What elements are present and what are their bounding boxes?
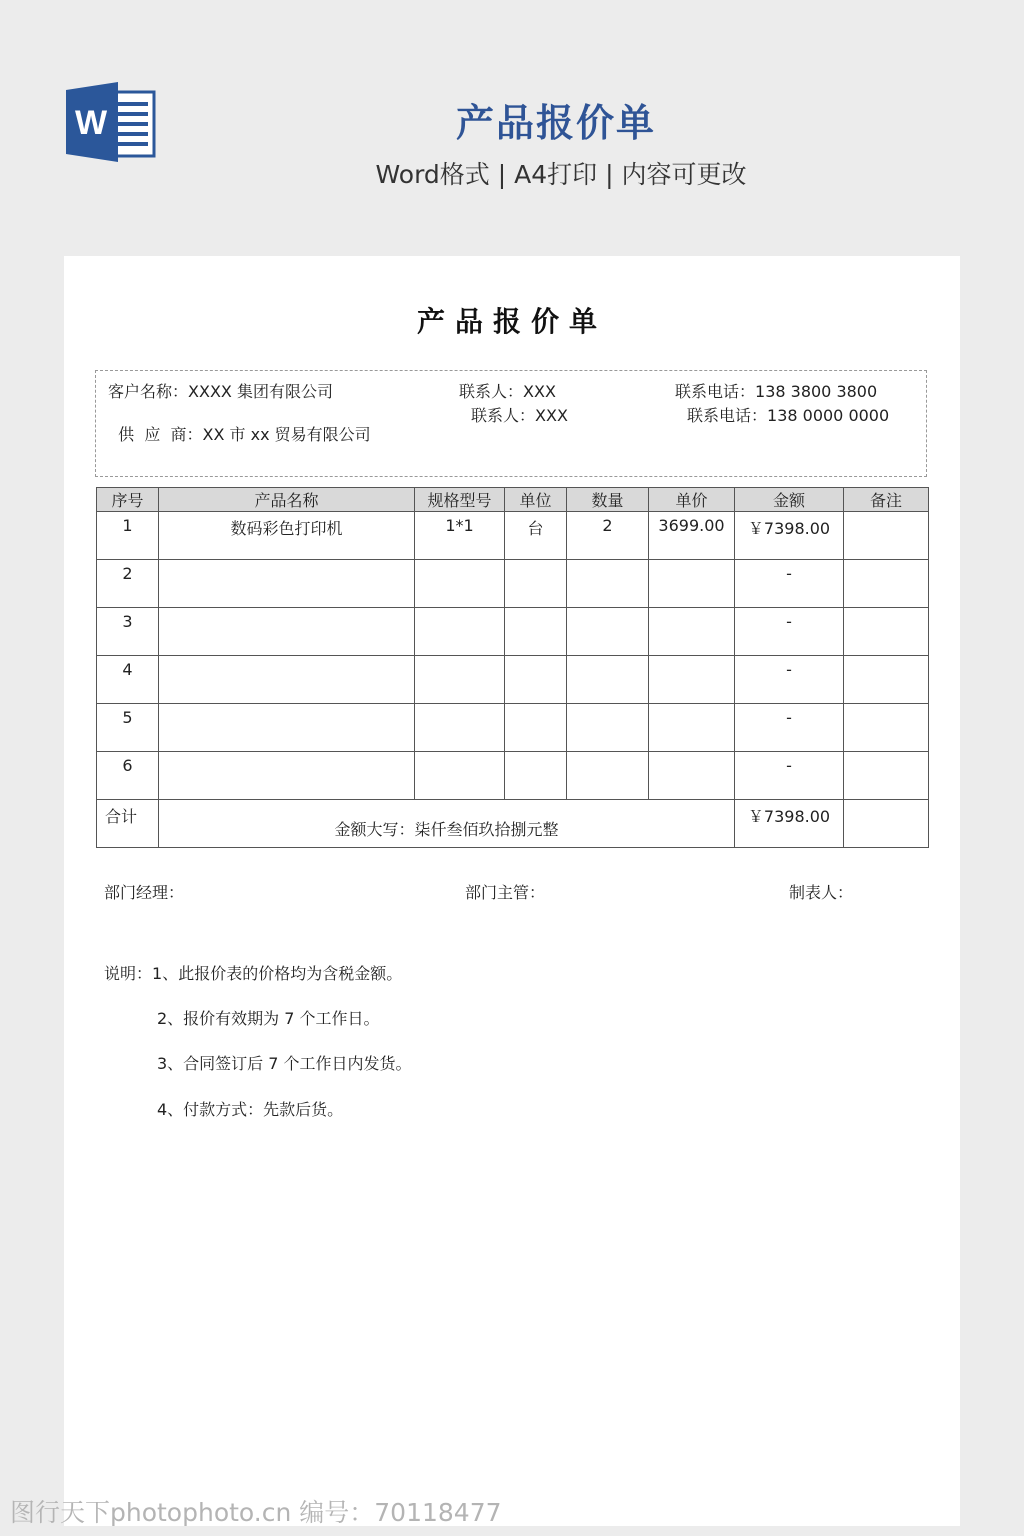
cell-remark bbox=[844, 656, 929, 704]
col-header-unit: 单位 bbox=[505, 488, 567, 512]
cell-index: 3 bbox=[97, 608, 159, 656]
cell-amount: - bbox=[735, 608, 844, 656]
table-row bbox=[97, 560, 929, 608]
cell-unit-price bbox=[649, 608, 735, 656]
supplier-contact bbox=[471, 403, 568, 426]
cell-quantity bbox=[567, 656, 649, 704]
signature-manager: 部门经理： bbox=[104, 883, 185, 902]
cell-spec: 1*1 bbox=[415, 512, 505, 560]
customer-name-label: 客户名称： bbox=[108, 382, 189, 401]
cell-quantity: 2 bbox=[567, 512, 649, 560]
cell-amount: ￥7398.00 bbox=[735, 512, 844, 560]
col-header-spec: 规格型号 bbox=[415, 488, 505, 512]
col-header-amount: 金额 bbox=[735, 488, 844, 512]
cell-quantity bbox=[567, 704, 649, 752]
table-row bbox=[97, 752, 929, 800]
page-subtitle: Word格式 | A4打印 | 内容可更改 bbox=[375, 160, 747, 189]
customer-name-value: XXXX 集团有限公司 bbox=[188, 382, 333, 401]
cell-amount: - bbox=[735, 560, 844, 608]
table-row bbox=[97, 704, 929, 752]
cell-amount: - bbox=[735, 704, 844, 752]
cell-amount: - bbox=[735, 752, 844, 800]
table-row bbox=[97, 512, 929, 560]
cell-unit: 台 bbox=[505, 512, 567, 560]
note-item: 4、付款方式：先款后货。 bbox=[157, 1100, 344, 1119]
supplier-contact-label: 联系人： bbox=[471, 406, 536, 425]
cell-remark bbox=[844, 560, 929, 608]
cell-product-name bbox=[159, 560, 415, 608]
col-header-quantity: 数量 bbox=[567, 488, 649, 512]
cell-quantity bbox=[567, 608, 649, 656]
note-item: 1、此报价表的价格均为含税金额。 bbox=[152, 964, 403, 983]
customer-contact bbox=[459, 379, 556, 402]
cell-spec bbox=[415, 560, 505, 608]
cell-unit-price: 3699.00 bbox=[649, 512, 735, 560]
document-title: 产品报价单 bbox=[416, 305, 607, 338]
cell-index: 4 bbox=[97, 656, 159, 704]
logo-letter: W bbox=[74, 104, 108, 142]
supplier-contact-value: XXX bbox=[535, 406, 568, 425]
supplier-name-value: XX 市 xx 贸易有限公司 bbox=[202, 425, 371, 444]
watermark: 图行天下photophoto.cn 编号：70118477 bbox=[10, 1498, 502, 1527]
notes-prefix: 说明： bbox=[104, 964, 153, 983]
signature-preparer: 制表人： bbox=[789, 883, 854, 902]
cell-unit bbox=[505, 560, 567, 608]
table-header-row bbox=[97, 488, 929, 512]
cell-quantity bbox=[567, 752, 649, 800]
total-amount: ￥7398.00 bbox=[735, 800, 844, 848]
cell-index: 2 bbox=[97, 560, 159, 608]
col-header-index: 序号 bbox=[97, 488, 159, 512]
total-amount-in-words: 金额大写：柒仟叁佰玖拾捌元整 bbox=[159, 800, 735, 848]
cell-unit-price bbox=[649, 656, 735, 704]
cell-index: 1 bbox=[97, 512, 159, 560]
supplier-name bbox=[108, 403, 371, 445]
customer-contact-value: XXX bbox=[523, 382, 556, 401]
cell-remark bbox=[844, 704, 929, 752]
cell-product-name bbox=[159, 752, 415, 800]
table-row bbox=[97, 656, 929, 704]
cell-spec bbox=[415, 704, 505, 752]
cell-unit-price bbox=[649, 704, 735, 752]
cell-spec bbox=[415, 752, 505, 800]
supplier-name-label: 供 应 商： bbox=[118, 425, 203, 444]
customer-phone-label: 联系电话： bbox=[675, 382, 756, 401]
note-item: 3、合同签订后 7 个工作日内发货。 bbox=[157, 1054, 412, 1073]
total-remark bbox=[844, 800, 929, 848]
col-header-remark: 备注 bbox=[844, 488, 929, 512]
customer-name bbox=[108, 379, 333, 402]
signature-supervisor: 部门主管： bbox=[465, 883, 546, 902]
customer-phone bbox=[675, 379, 877, 402]
supplier-phone-label: 联系电话： bbox=[687, 406, 768, 425]
total-label: 合计 bbox=[97, 800, 159, 848]
cell-unit-price bbox=[649, 560, 735, 608]
cell-index: 6 bbox=[97, 752, 159, 800]
page-title: 产品报价单 bbox=[455, 101, 656, 145]
cell-unit bbox=[505, 656, 567, 704]
cell-unit bbox=[505, 704, 567, 752]
cell-unit-price bbox=[649, 752, 735, 800]
notes-line-1 bbox=[104, 961, 402, 984]
cell-product-name bbox=[159, 656, 415, 704]
cell-spec bbox=[415, 608, 505, 656]
note-item: 2、报价有效期为 7 个工作日。 bbox=[157, 1009, 380, 1028]
cell-product-name: 数码彩色打印机 bbox=[159, 512, 415, 560]
col-header-unit-price: 单价 bbox=[649, 488, 735, 512]
cell-amount: - bbox=[735, 656, 844, 704]
cell-unit bbox=[505, 752, 567, 800]
supplier-phone bbox=[687, 403, 889, 426]
col-header-product-name: 产品名称 bbox=[159, 488, 415, 512]
supplier-phone-value: 138 0000 0000 bbox=[767, 406, 890, 425]
cell-unit bbox=[505, 608, 567, 656]
table-total-row bbox=[97, 800, 929, 848]
customer-contact-label: 联系人： bbox=[459, 382, 524, 401]
cell-remark bbox=[844, 752, 929, 800]
cell-spec bbox=[415, 656, 505, 704]
cell-quantity bbox=[567, 560, 649, 608]
cell-index: 5 bbox=[97, 704, 159, 752]
cell-product-name bbox=[159, 704, 415, 752]
cell-remark bbox=[844, 608, 929, 656]
cell-remark bbox=[844, 512, 929, 560]
quote-table bbox=[96, 487, 929, 848]
customer-phone-value: 138 3800 3800 bbox=[755, 382, 878, 401]
table-row bbox=[97, 608, 929, 656]
cell-product-name bbox=[159, 608, 415, 656]
